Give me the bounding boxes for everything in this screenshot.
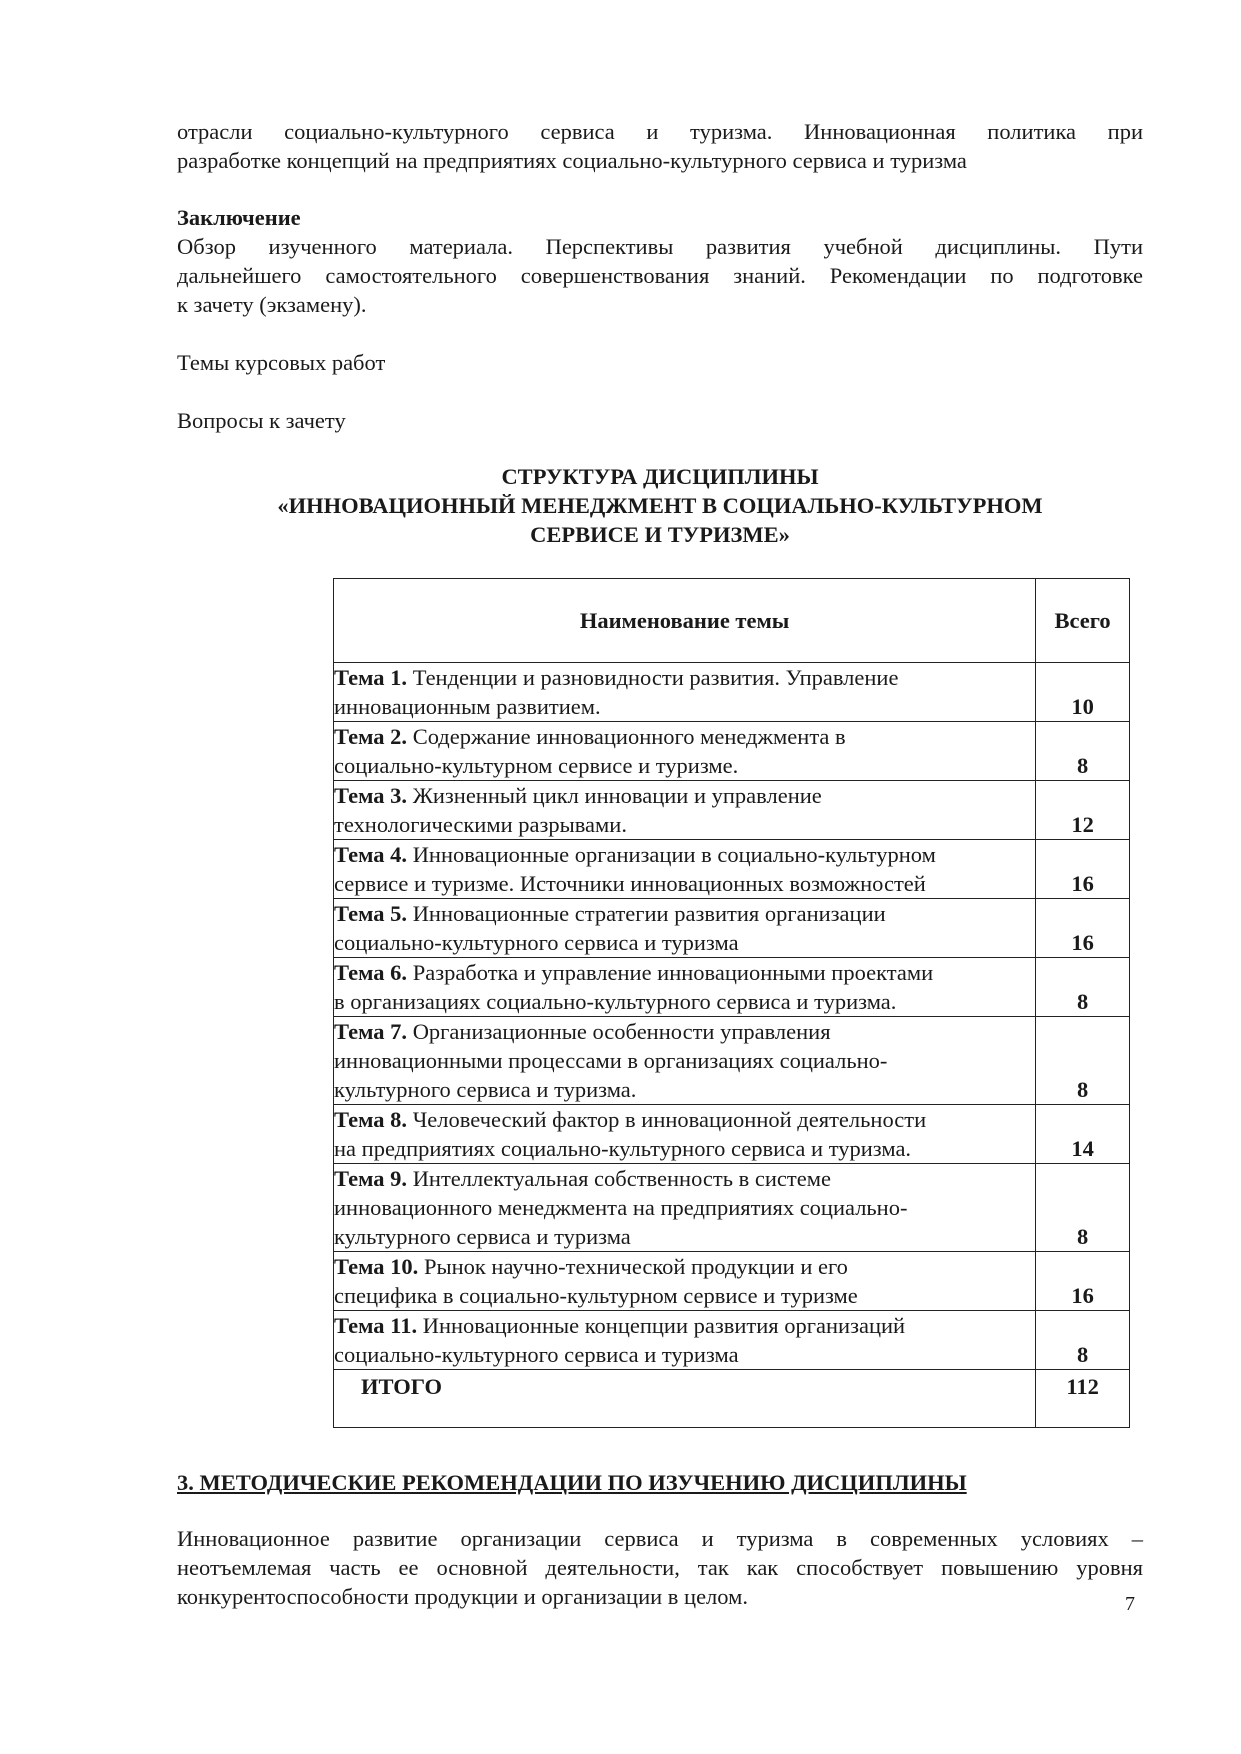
topic-cell [334,1311,1036,1370]
topic-text: в организациях социально-культурного сервиса и туризма. [334,989,897,1014]
header-total: Всего [1036,579,1130,663]
topic-line [334,1340,1035,1369]
structure-title [177,462,1143,549]
table-row [334,899,1130,958]
section-3-line-3: конкурентоспособности продукции и организации в целом. [177,1584,748,1609]
topic-line [334,810,1035,839]
topic-text: Разработка и управление инновационными проектами [407,960,934,985]
topic-text: Инновационные стратегии развития организации [407,901,886,926]
topic-label: Тема 2. [334,724,408,749]
topic-line [334,987,1035,1016]
total-label: ИТОГО [334,1370,1036,1428]
topic-cell [334,1017,1036,1105]
topic-line [334,1046,1035,1075]
topic-line [334,899,1035,928]
topic-text: Жизненный цикл инновации и управление [407,783,822,808]
table-row [334,663,1130,722]
structure-title-line-2: «ИННОВАЦИОННЫЙ МЕНЕДЖМЕНТ В СОЦИАЛЬНО-КУЛЬТУРНОМ [277,493,1043,518]
total-value: 112 [1036,1370,1130,1428]
topic-label: Тема 8. [334,1107,408,1132]
topic-total: 8 [1036,1164,1130,1252]
topic-total: 16 [1036,1252,1130,1311]
exam-questions: Вопросы к зачету [177,408,346,433]
structure-title-line-1: СТРУКТУРА ДИСЦИПЛИНЫ [501,464,819,489]
topic-text: социально-культурном сервисе и туризме. [334,753,739,778]
topic-text: на предприятиях социально-культурного сервиса и туризма. [334,1136,912,1161]
topic-line [334,1281,1035,1310]
topic-cell [334,1105,1036,1164]
page-number: 7 [1125,1593,1135,1615]
topic-text: инновационным развитием. [334,694,601,719]
topic-line [334,1164,1035,1193]
topic-total: 14 [1036,1105,1130,1164]
topic-cell [334,1252,1036,1311]
topic-line [334,663,1035,692]
topic-total: 8 [1036,1311,1130,1370]
topic-line [334,1105,1035,1134]
topic-text: сервисе и туризме. Источники инновационных возможностей [334,871,926,896]
topic-text: Тенденции и разновидности развития. Управление [407,665,899,690]
table-row [334,958,1130,1017]
conclusion-line-3: к зачету (экзамену). [177,292,367,317]
section-3-line-2: неотъемлемая часть ее основной деятельности, так как способствует повышению уровня [177,1555,1143,1580]
topic-line [334,869,1035,898]
topic-total: 8 [1036,1017,1130,1105]
table-row [334,840,1130,899]
topic-label: Тема 5. [334,901,408,926]
topic-line [334,1311,1035,1340]
topic-text: Содержание инновационного менеджмента в [407,724,846,749]
topic-line [334,1134,1035,1163]
topic-label: Тема 9. [334,1166,408,1191]
topic-text: культурного сервиса и туризма [334,1224,631,1249]
topic-label: Тема 1. [334,665,408,690]
topic-total: 8 [1036,722,1130,781]
topic-text: инновационного менеджмента на предприятиях социально- [334,1195,908,1220]
topic-cell [334,722,1036,781]
header-topic-name: Наименование темы [334,579,1036,663]
topic-label: Тема 11. [334,1313,418,1338]
topic-line [334,840,1035,869]
topic-text: Инновационные концепции развития организаций [417,1313,906,1338]
topic-text: Интеллектуальная собственность в системе [407,1166,831,1191]
table-row [334,1164,1130,1252]
topic-line [334,1252,1035,1281]
table-header-row [334,579,1130,663]
topic-line [334,692,1035,721]
table-total-row [334,1370,1130,1428]
topic-text: специфика в социально-культурном сервисе и туризме [334,1283,858,1308]
topic-label: Тема 7. [334,1019,408,1044]
topic-total: 12 [1036,781,1130,840]
topic-text: Инновационные организации в социально-культурном [407,842,936,867]
table-row [334,722,1130,781]
topic-text: Человеческий фактор в инновационной деятельности [407,1107,927,1132]
discipline-structure-table [333,578,1130,1428]
conclusion-heading: Заключение [177,205,301,230]
topic-cell [334,840,1036,899]
topic-text: культурного сервиса и туризма. [334,1077,637,1102]
topic-total: 16 [1036,899,1130,958]
topic-line [334,928,1035,957]
table-row [334,1017,1130,1105]
topic-line [334,722,1035,751]
topic-cell [334,958,1036,1017]
topic-line [334,1075,1035,1104]
conclusion-section [177,203,1143,319]
table-body [334,663,1130,1428]
structure-title-line-3: СЕРВИСЕ И ТУРИЗМЕ» [530,522,790,547]
topic-line [334,781,1035,810]
topic-cell [334,781,1036,840]
intro-paragraph [177,117,1143,175]
topic-label: Тема 6. [334,960,408,985]
conclusion-line-2: дальнейшего самостоятельного совершенствования знаний. Рекомендации по подготовке [177,263,1143,288]
topic-line [334,751,1035,780]
topic-total: 16 [1036,840,1130,899]
topic-cell [334,1164,1036,1252]
topic-text: Организационные особенности управления [407,1019,831,1044]
intro-line-1: отрасли социально-культурного сервиса и туризма. Инновационная политика при [177,119,1143,144]
topic-text: социально-культурного сервиса и туризма [334,1342,739,1367]
table-row [334,1105,1130,1164]
table-row [334,1311,1130,1370]
topic-label: Тема 4. [334,842,408,867]
topic-total: 10 [1036,663,1130,722]
section-3-heading: 3. МЕТОДИЧЕСКИЕ РЕКОМЕНДАЦИИ ПО ИЗУЧЕНИЮ ДИСЦИПЛИНЫ [177,1470,967,1495]
conclusion-line-1: Обзор изученного материала. Перспективы развития учебной дисциплины. Пути [177,234,1143,259]
topic-line [334,1017,1035,1046]
topic-line [334,958,1035,987]
topic-text: социально-культурного сервиса и туризма [334,930,739,955]
topic-text: инновационными процессами в организациях социально- [334,1048,888,1073]
topic-line [334,1193,1035,1222]
topic-line [334,1222,1035,1251]
section-3-line-1: Инновационное развитие организации сервиса и туризма в современных условиях – [177,1526,1143,1551]
topic-text: технологическими разрывами. [334,812,627,837]
topic-cell [334,899,1036,958]
topic-total: 8 [1036,958,1130,1017]
topic-cell [334,663,1036,722]
table-row [334,1252,1130,1311]
topic-text: Рынок научно-технической продукции и его [418,1254,848,1279]
section-3-paragraph [177,1524,1143,1611]
intro-line-2: разработке концепций на предприятиях социально-культурного сервиса и туризма [177,148,967,173]
topic-label: Тема 3. [334,783,408,808]
coursework-topics: Темы курсовых работ [177,350,386,375]
topic-label: Тема 10. [334,1254,419,1279]
table-row [334,781,1130,840]
